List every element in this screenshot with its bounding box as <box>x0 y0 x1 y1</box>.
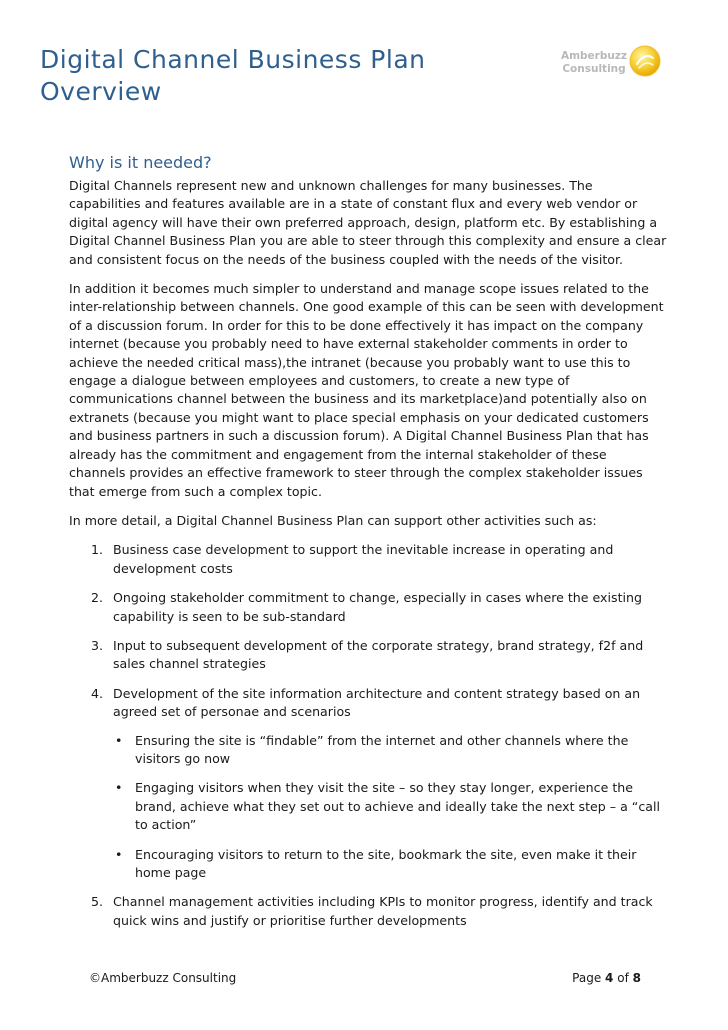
paragraph-scope: In addition it becomes much simpler to understand and manage scope issues related to the inter-relationship between channels. One good example of this can be seen with development of a discussion forum. In order for this to be done effectively it has impact on the company internet (because you probably need to have external stakeholder comments in order to achieve the needed critical mass),the intranet (because you probably want to use this to engage a dialogue between employees and customers, to create a new type of communications channel between the business and its marketplace)and potentially also on extranets (because you might want to place special emphasis on your dedicated customers and business partners in such a discussion forum). A Digital Channel Business Plan that has already has the commitment and engagement from the internal stakeholder of these channels provides an effective framework to steer through the complex stakeholder issues that emerge from such a complex topic. <box>69 281 664 499</box>
logo-text <box>560 50 628 76</box>
paragraph-detail: In more detail, a Digital Channel Business Plan can support other activities such as: <box>69 512 597 528</box>
list-item-text: Business case development to support the inevitable increase in operating and development costs <box>113 542 614 576</box>
sub-bullet-list <box>113 732 667 883</box>
paragraph-intro: Digital Channels represent new and unknown challenges for many businesses. The capabilities and features available are in a state of constant flux and every web vendor or digital agency will have their own preferred approach, design, platform etc. By establishing a Digital Channel Business Plan you are able to steer through this complexity and ensure a clear and consistent focus on the needs of the business coupled with the needs of the visitor. <box>69 178 667 267</box>
list-item <box>69 685 667 883</box>
list-item <box>69 541 667 578</box>
page-total: 8 <box>632 971 641 985</box>
page-of: of <box>617 971 629 985</box>
list-number: 4. <box>91 685 104 701</box>
list-item-text: Development of the site information architecture and content strategy based on an agreed set of personae and scenarios <box>113 685 641 720</box>
bullet-item <box>113 779 667 834</box>
logo-line-2: Consulting <box>562 63 626 75</box>
bullet-glyph: • <box>115 846 123 862</box>
list-number: 3. <box>91 637 104 653</box>
title-line-2: Overview <box>40 77 162 106</box>
company-logo <box>552 42 664 90</box>
list-item <box>69 589 667 626</box>
page-footer <box>89 969 641 987</box>
list-item <box>69 637 667 674</box>
activities-list <box>69 541 667 930</box>
list-item-text: Input to subsequent development of the corporate strategy, brand strategy, f2f and sales channel strategies <box>113 637 644 672</box>
title-line-1: Digital Channel Business Plan <box>40 45 426 74</box>
list-number: 2. <box>91 590 104 606</box>
bullet-text: Ensuring the site is “findable” from the internet and other channels where the visitors go now <box>135 732 629 766</box>
bullet-item <box>113 846 667 883</box>
bullet-text: Encouraging visitors to return to the site, bookmark the site, even make it their home page <box>135 846 637 880</box>
bullet-glyph: • <box>115 780 123 796</box>
logo-line-1: Amberbuzz <box>560 50 628 62</box>
list-item <box>69 893 667 930</box>
bullet-item <box>113 732 667 769</box>
bullet-glyph: • <box>115 732 123 748</box>
page-number <box>572 969 641 987</box>
list-item-text: Ongoing stakeholder commitment to change, especially in cases where the existing capability is seen to be sub-standard <box>113 590 642 624</box>
list-number: 5. <box>91 894 104 910</box>
copyright-text: ©Amberbuzz Consulting <box>89 971 237 985</box>
main-content <box>69 152 667 941</box>
list-item-text: Channel management activities including KPIs to monitor progress, identify and track quick wins and justify or prioritise further developments <box>113 894 653 928</box>
sun-logo-icon <box>628 44 662 78</box>
list-number: 1. <box>91 542 104 558</box>
section-heading: Why is it needed? <box>69 153 212 172</box>
page-current: 4 <box>605 971 614 985</box>
bullet-text: Engaging visitors when they visit the site – so they stay longer, experience the brand, achieve what they set out to achieve and ideally take the next step – a “call to action” <box>135 780 660 833</box>
page-title <box>40 44 510 108</box>
page-label: Page <box>572 971 602 985</box>
